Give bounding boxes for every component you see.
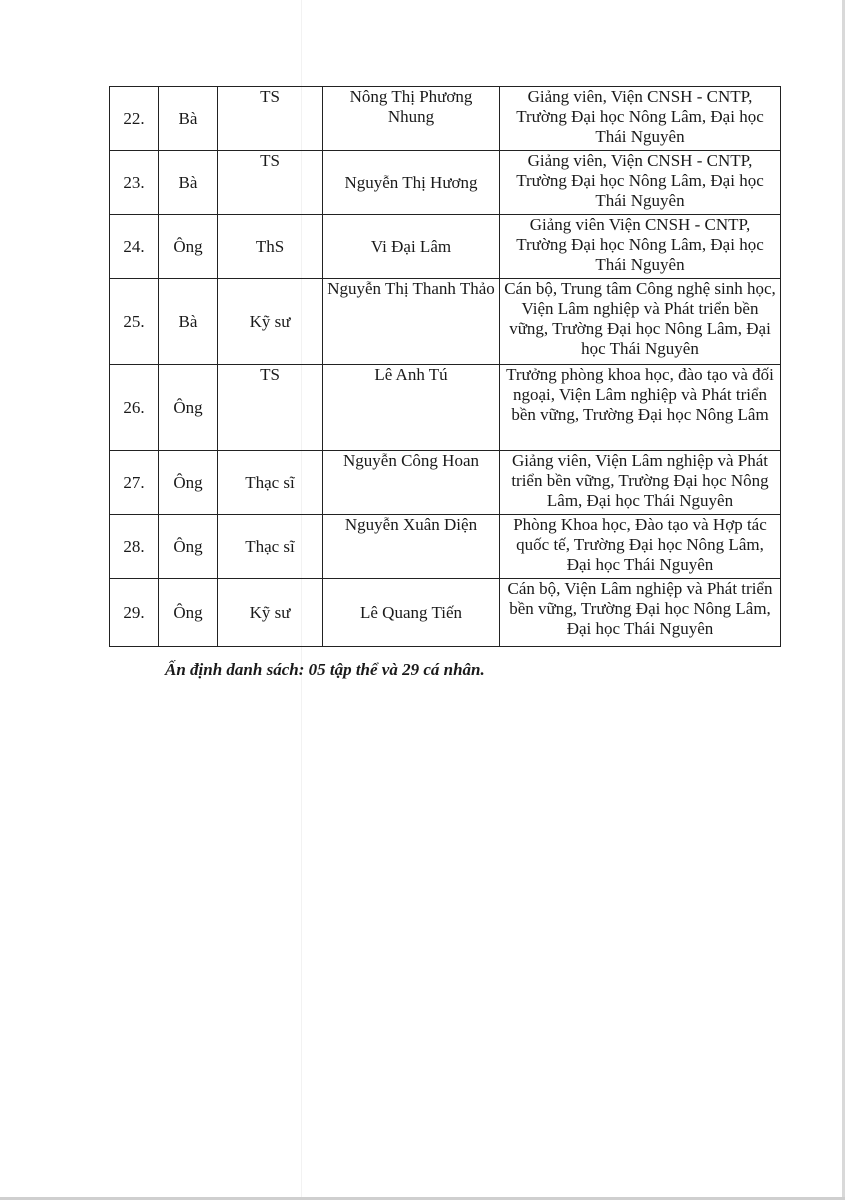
row-number: 28.: [110, 515, 159, 579]
row-number: 24.: [110, 215, 159, 279]
honorific: Ông: [159, 215, 218, 279]
row-number: 26.: [110, 365, 159, 451]
workplace: Giảng viên, Viện CNSH - CNTP, Trường Đại học Nông Lâm, Đại học Thái Nguyên: [500, 87, 781, 151]
honorific: Ông: [159, 579, 218, 647]
honorific: Bà: [159, 279, 218, 365]
row-number: 27.: [110, 451, 159, 515]
honorific: Ông: [159, 365, 218, 451]
workplace: Cán bộ, Trung tâm Công nghệ sinh học, Viện Lâm nghiệp và Phát triển bền vững, Trường Đại học Nông Lâm, Đại học Thái Nguyên: [500, 279, 781, 365]
person-name: Vi Đại Lâm: [323, 215, 500, 279]
table-row: [110, 215, 781, 279]
person-name: Nông Thị Phương Nhung: [323, 87, 500, 151]
table-row: [110, 151, 781, 215]
person-name: Nguyễn Thị Thanh Thảo: [323, 279, 500, 365]
person-name: Nguyễn Thị Hương: [323, 151, 500, 215]
degree: Kỹ sư: [218, 579, 323, 647]
personnel-table: [109, 86, 781, 647]
honorific: Bà: [159, 151, 218, 215]
degree: Thạc sĩ: [218, 515, 323, 579]
degree: Thạc sĩ: [218, 451, 323, 515]
person-name: Nguyễn Xuân Diện: [323, 515, 500, 579]
list-summary-note: Ấn định danh sách: 05 tập thể và 29 cá nhân.: [165, 660, 485, 679]
degree: Kỹ sư: [218, 279, 323, 365]
degree: TS: [218, 151, 323, 215]
table-row: [110, 365, 781, 451]
row-number: 23.: [110, 151, 159, 215]
workplace: Trưởng phòng khoa học, đào tạo và đối ngoại, Viện Lâm nghiệp và Phát triển bền vững, Trường Đại học Nông Lâm: [500, 365, 781, 451]
workplace: Phòng Khoa học, Đào tạo và Hợp tác quốc tế, Trường Đại học Nông Lâm, Đại học Thái Nguyên: [500, 515, 781, 579]
workplace: Cán bộ, Viện Lâm nghiệp và Phát triển bền vững, Trường Đại học Nông Lâm, Đại học Thái Nguyên: [500, 579, 781, 647]
honorific: Bà: [159, 87, 218, 151]
person-name: Lê Anh Tú: [323, 365, 500, 451]
workplace: Giảng viên, Viện Lâm nghiệp và Phát triển bền vững, Trường Đại học Nông Lâm, Đại học Thái Nguyên: [500, 451, 781, 515]
person-name: Lê Quang Tiến: [323, 579, 500, 647]
table-row: [110, 515, 781, 579]
honorific: Ông: [159, 451, 218, 515]
person-name: Nguyễn Công Hoan: [323, 451, 500, 515]
table-row: [110, 279, 781, 365]
degree: TS: [218, 87, 323, 151]
degree: ThS: [218, 215, 323, 279]
table-row: [110, 579, 781, 647]
table-row: [110, 87, 781, 151]
row-number: 25.: [110, 279, 159, 365]
degree: TS: [218, 365, 323, 451]
honorific: Ông: [159, 515, 218, 579]
workplace: Giảng viên, Viện CNSH - CNTP, Trường Đại học Nông Lâm, Đại học Thái Nguyên: [500, 151, 781, 215]
row-number: 29.: [110, 579, 159, 647]
workplace: Giảng viên Viện CNSH - CNTP, Trường Đại học Nông Lâm, Đại học Thái Nguyên: [500, 215, 781, 279]
table-row: [110, 451, 781, 515]
row-number: 22.: [110, 87, 159, 151]
